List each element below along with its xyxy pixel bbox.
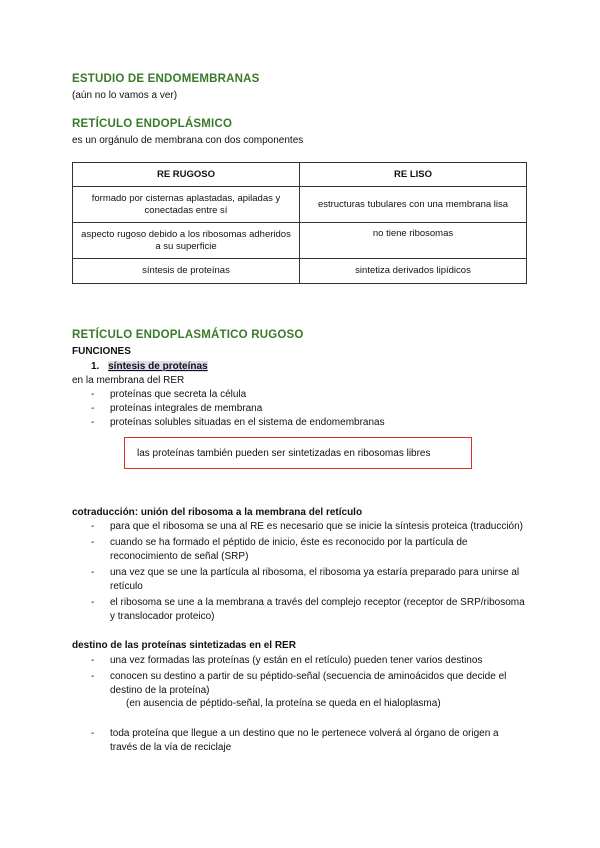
list-item: - proteínas solubles situadas en el sistema de endomembranas [91,416,531,430]
list-item: - una vez que se une la partícula al ribosoma, el ribosoma ya estaría preparado para unirse al retículo [91,566,531,594]
note-box [124,437,472,469]
table-cell: no tiene ribosomas [300,223,527,259]
item-number: 1. [91,361,100,372]
table-cell: estructuras tubulares con una membrana lisa [300,187,527,223]
destino-heading: destino de las proteínas sintetizadas en el RER [72,640,296,651]
list-item: - proteínas integrales de membrana [91,402,531,416]
list-item: - para que el ribosoma se una al RE es necesario que se inicie la síntesis proteica (traducción) [91,520,531,534]
table-cell: sintetiza derivados lipídicos [300,259,527,284]
table-cell: síntesis de proteínas [73,259,300,284]
note-text: las proteínas también pueden ser sintetizadas en ribosomas libres [137,447,431,459]
membrane-line: en la membrana del RER [72,375,185,386]
funciones-label: FUNCIONES [72,346,131,357]
table-row [73,223,527,259]
destino-list-final [91,727,511,755]
membrane-bullet-list [91,388,531,430]
table-row [73,259,527,284]
section-title-reticulo: RETÍCULO ENDOPLÁSMICO [72,118,233,130]
table-row [73,187,527,223]
list-item: - el ribosoma se une a la membrana a través del complejo receptor (receptor de SRP/ribosoma y translocador proteico) [91,596,531,624]
section-title-rer: RETÍCULO ENDOPLASMÁTICO RUGOSO [72,329,304,341]
list-item: - una vez formadas las proteínas (y están en el retículo) pueden tener varios destinos [91,654,521,668]
table-cell: formado por cisternas aplastadas, apiladas y conectadas entre sí [73,187,300,223]
list-item: - toda proteína que llegue a un destino que no le pertenece volverá al órgano de origen a través de la vía de reciclaje [91,727,511,755]
indent-note: (en ausencia de péptido-señal, la proteína se queda en el hialoplasma) [126,698,441,709]
list-item: - cuando se ha formado el péptido de inicio, éste es reconocido por la partícula de reconocimiento de señal (SRP) [91,536,531,564]
cotraduccion-heading: cotraducción: unión del ribosoma a la membrana del retículo [72,507,363,518]
item-label: síntesis de proteínas [108,361,208,372]
destino-list [91,654,521,698]
table-header-row [73,163,527,187]
numbered-item-sintesis [91,360,208,373]
section-subtitle-reticulo: es un orgánulo de membrana con dos componentes [72,135,304,146]
comparison-table [72,162,527,284]
section-title-endomembranas: ESTUDIO DE ENDOMEMBRANAS [72,73,260,85]
cotraduccion-list [91,520,531,624]
list-item: - conocen su destino a partir de su péptido-señal (secuencia de aminoácidos que decide el destino de la proteína) [91,670,521,698]
list-item: - proteínas que secreta la célula [91,388,531,402]
table-cell: aspecto rugoso debido a los ribosomas adheridos a su superficie [73,223,300,259]
section-subtitle-endomembranas: (aún no lo vamos a ver) [72,90,178,101]
table-header: RE RUGOSO [73,163,300,187]
table-header: RE LISO [300,163,527,187]
